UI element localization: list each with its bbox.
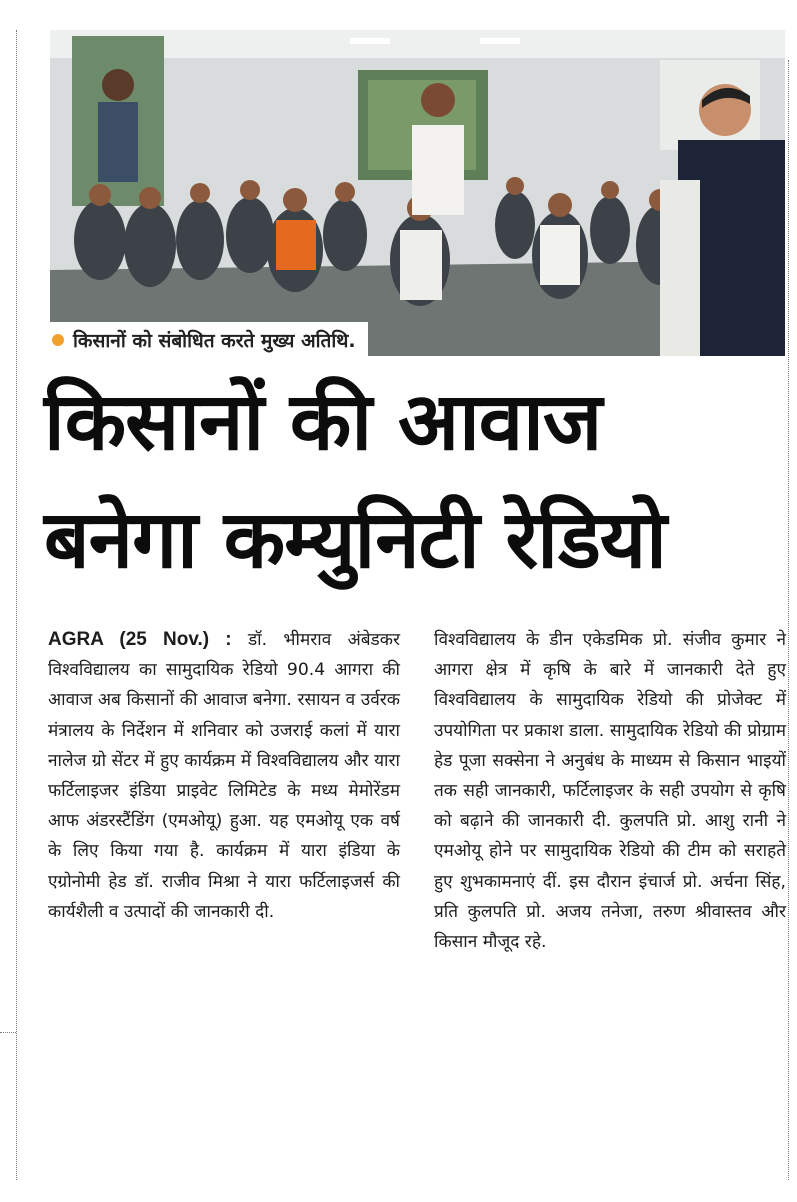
- photo-illustration: [50, 30, 785, 356]
- column-rule-right: [788, 60, 789, 1180]
- headline-line-2: बनेगा कम्युनिटी रेडियो: [44, 493, 666, 586]
- news-photo: [50, 30, 785, 356]
- article-column-right: [434, 625, 786, 957]
- photo-caption-text: किसानों को संबोधित करते मुख्य अतिथि.: [73, 330, 356, 352]
- article-body-left: डॉ. भीमराव अंबेडकर विश्वविद्यालय का सामुदायिक रेडियो 90.4 आगरा की आवाज अब किसानों की आवाज बनेगा. रसायन व उर्वरक मंत्रालय के निर्देशन में शनिवार को उजराई कलां में यारा नालेज ग्रो सेंटर में हुए कार्यक्रम में विश्वविद्यालय और यारा फर्टिलाइजर इंडिया प्राइवेट लिमिटेड के मध्य मेमोरेंडम आफ अंडरस्टैंडिंग (एमओयू) हुआ. यह एमओयू एक वर्ष के लिए किया गया है. कार्यक्रम में यारा इंडिया के एग्रोनोमी हेड डॉ. राजीव मिश्रा ने यारा फर्टिलाइजर्स की कार्यशैली व उत्पादों की जानकारी दी.: [48, 630, 400, 922]
- dateline: AGRA (25 Nov.) :: [48, 629, 232, 650]
- article-body-right: विश्वविद्यालय के डीन एकेडमिक प्रो. संजीव कुमार ने आगरा क्षेत्र में कृषि के बारे में जानकारी देते हुए विश्वविद्यालय के सामुदायिक रेडियो की प्रोजेक्ट में उपयोगिता पर प्रकाश डाला. सामुदायिक रेडियो की प्रोग्राम हेड पूजा सक्सेना ने अनुबंध के माध्यम से किसान भाइयों तक सही जानकारी, फर्टिलाइजर के सही उपयोग से कृषि को बढ़ाने की जानकारी दी. कुलपति प्रो. आशु रानी ने एमओयू होने पर सामुदायिक रेडियो की टीम को सराहते हुए शुभकामनाएं दीं. इस दौरान इंचार्ज प्रो. अर्चना सिंह, प्रति कुलपति प्रो. अजय तनेजा, तरुण श्रीवास्तव और किसान मौजूद रहे.: [434, 630, 786, 953]
- column-rule-left: [16, 30, 17, 1180]
- caption-bullet-icon: [52, 334, 64, 346]
- article-column-left: [48, 625, 400, 927]
- headline-line-1: किसानों की आवाज: [44, 375, 602, 468]
- margin-tick: [0, 1032, 16, 1033]
- photo-caption: [44, 322, 368, 358]
